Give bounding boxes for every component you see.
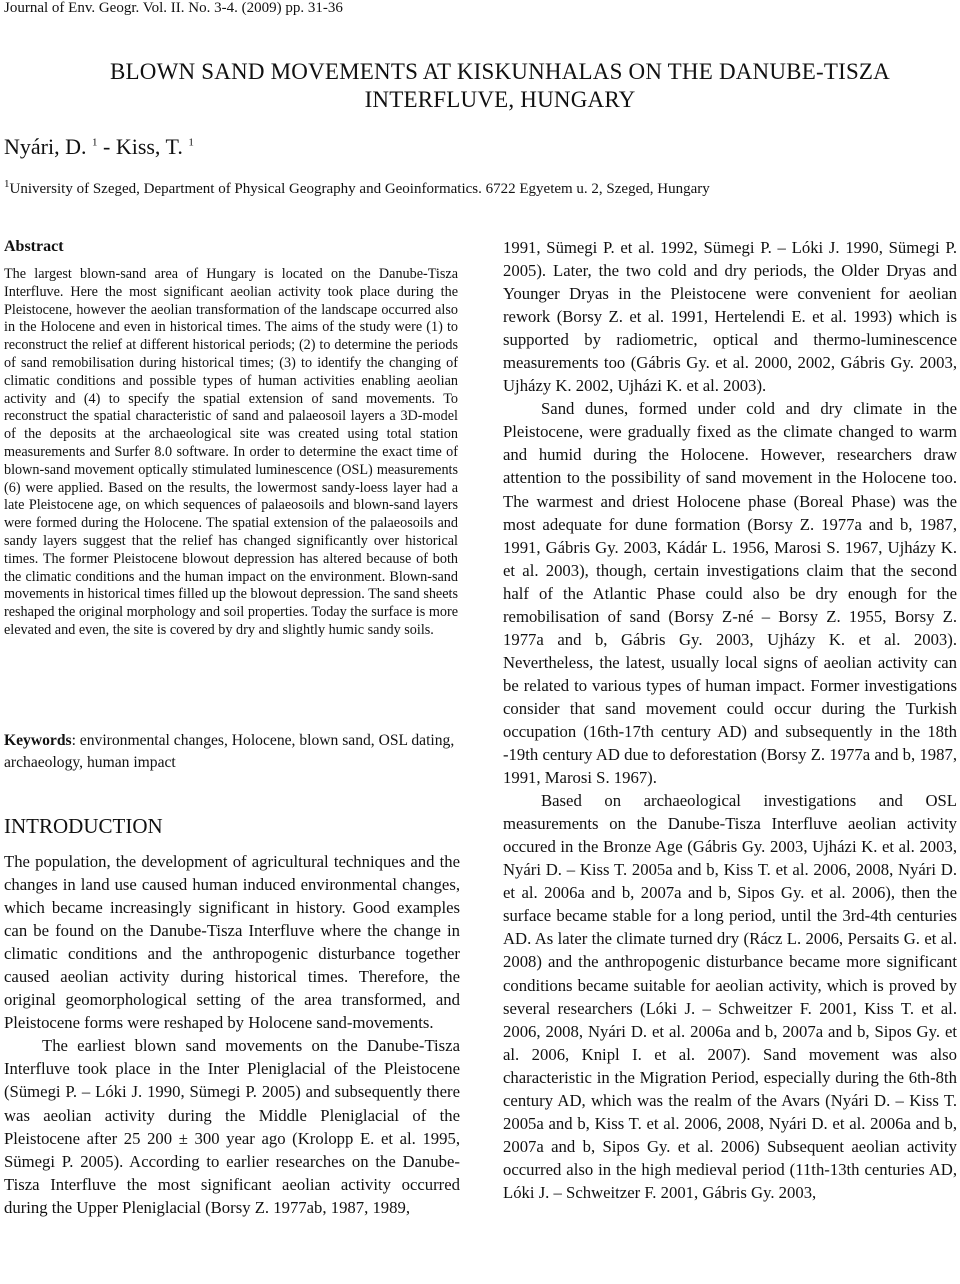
keywords-text: : environmental changes, Holocene, blown sand, OSL dating, archaeology, human impact bbox=[4, 732, 455, 771]
abstract-heading: Abstract bbox=[4, 238, 64, 255]
author-affiliation-mark: 1 bbox=[91, 136, 98, 149]
abstract-text: The largest blown-sand area of Hungary is located on the Danube-Tisza Interfluve. Here the most significant aeolian activity took place during the Pleistocene, however the aeolian transformation of the landscape occurred also in the Holocene and even in historical times. The aims of the study were (1) to reconstruct the relief at different historical periods; (2) to determine the periods of sand remobilisation during historical times; (3) to identify the changing of climatic conditions and possible types of human activities enabling aeolian activity and (4) to specify the spatial extension of sand movements. To reconstruct the spatial characteristic of sand and palaeosoil layers a 3D-model of the deposits at the archaeological site was created using total station measurements and Surfer 8.0 software. In order to determine the exact time of blown-sand movement optically stimulated luminescence (OSL) measurements (6) were applied. Based on the results, the lowermost sandy-loess layer had a late Pleistocene age, on which sequences of palaeosoils and blown-sand layers were formed during the Holocene. The spatial extension of the palaeosoils and sandy layers suggest that the relief has changed significantly over historical times. The former Pleistocene blowout depression has altered because of both the climatic conditions and the human impact on the environment. Blown-sand movements in historical times filled up the blowout depression. The sand sheets reshaped the original morphology and soil properties. Today the surface is more elevated and even, the site is covered by dry and slightly humic sandy soils. bbox=[4, 266, 458, 638]
paragraph: Sand dunes, formed under cold and dry climate in the Pleistocene, were gradually fixed as the climate changed to warm and humid during the Holocene. However, researchers draw attention to the possibility of sand movement in the Holocene too. The warmest and driest Holocene phase (Boreal Phase) was the most adequate for dune formation (Borsy Z. 1977a and b, 1987, 1991, Gábris Gy. 2003, Kádár L. 1956, Marosi S. 1967, Ujházy K. et al. 2003), though, certain investigations claim that the second half of the Atlantic Phase could also be dry enough for the remobilisation of sand (Borsy Z-né – Borsy Z. 1955, Borsy Z. 1977a and b, Gábris Gy. 2003, Ujházy K. et al. 2003). Nevertheless, the latest, usually local signs of aeolian activity can be related to various types of human impact. Former investigations consider that sand movement could occur during the Turkish occupation (16th-17th century AD) and subsequently in the 18th -19th century AD due to deforestation (Borsy Z. 1977a and b, 1987, 1991, Marosi S. 1967). bbox=[503, 399, 957, 788]
introduction-heading: INTRODUCTION bbox=[4, 814, 163, 838]
introduction-body bbox=[4, 850, 460, 1219]
journal-header: Journal of Env. Geogr. Vol. II. No. 3-4. (2009) pp. 31-36 bbox=[4, 0, 343, 16]
paper-title: BLOWN SAND MOVEMENTS AT KISKUNHALAS ON THE DANUBE-TISZA INTERFLUVE, HUNGARY bbox=[109, 59, 890, 112]
affiliation-text: University of Szeged, Department of Physical Geography and Geoinformatics. 6722 Egyetem u. 2, Szeged, Hungary bbox=[9, 181, 710, 197]
author-name: Nyári, D. bbox=[4, 134, 87, 159]
author-affiliation-mark: 1 bbox=[188, 136, 194, 149]
keywords-label: Keywords bbox=[4, 732, 72, 749]
paragraph: 1991, Sümegi P. et al. 1992, Sümegi P. – Lóki J. 1990, Sümegi P. 2005). Later, the two cold and dry periods, the Older Dryas and Younger Dryas in the Pleistocene were convenient for aeolian rework (Borsy Z. et al. 1991, Hertelendi E. et al. 1993) which is supported by radiometric, optical and thermo-luminescence measurements too (Gábris Gy. et al. 2000, 2002, Gábris Gy. 2003, Ujházy K. 2002, Ujházi K. et al. 2003). bbox=[503, 238, 957, 396]
affiliation-mark: 1 bbox=[4, 178, 10, 190]
affiliation bbox=[4, 178, 710, 198]
keywords bbox=[4, 730, 458, 774]
author-line bbox=[4, 134, 194, 160]
paragraph: The earliest blown sand movements on the Danube-Tisza Interfluve took place in the Inter Pleniglacial of the Pleistocene (Sümegi P. – Lóki J. 1990, Sümegi P. 2005) and subsequently there was aeolian activity during the Middle Pleniglacial of the Pleistocene after 25 200 ± 300 year ago (Krolopp E. et al. 1995, Sümegi P. 2005). According to earlier researches on the Danube-Tisza Interfluve the most significant aeolian activity occurred during the Upper Pleniglacial (Borsy Z. 1977ab, 1987, 1989, bbox=[4, 1036, 460, 1217]
paragraph: Based on archaeological investigations and OSL measurements on the Danube-Tisza Interfluve aeolian activity occured in the Bronze Age (Gábris Gy. 2003, Ujházi K. et al. 2003, Nyári D. – Kiss T. 2005a and b, Kiss T. et al. 2006, 2008, Nyári D. et al. 2006a and b, 2007a and b, Sipos Gy. et al. 2006), then the surface became stable for a long period, until the 3rd-4th centuries AD. As later the climate turned dry (Rácz L. 2006, Persaits G. et al. 2008) and the anthropogenic disturbance became more significant conditions became suitable for aeolian activity, which is proved by several researchers (Lóki J. – Schweitzer F. 2001, Kiss T. et al. 2006, 2008, Nyári D. et al. 2006a and b, 2007a and b, Sipos Gy. et al. 2006, Knipl I. et al. 2007). Sand movement was also characteristic in the Migration Period, especially during the 6th-8th century AD, which was the realm of the Avars (Nyári D. – Kiss T. 2005a and b, Kiss T. et al. 2006, 2008, Nyári D. et al. 2006a and b, 2007a and b, Sipos Gy. et al. 2006) Subsequent aeolian activity occurred also in the high medieval period (11th-13th centuries AD, Lóki J. – Schweitzer F. 2001, Gábris Gy. 2003, bbox=[503, 791, 957, 1202]
author-name: Kiss, T. bbox=[115, 134, 183, 159]
right-column bbox=[503, 236, 957, 1204]
paragraph: The population, the development of agricultural techniques and the changes in land use caused human induced environmental changes, which became increasingly significant in history. Good examples can be found on the Danube-Tisza Interfluve where the change in climatic conditions and the anthropogenic disturbance together caused aeolian activity during historical times. Therefore, the original geomorphological setting of the area transformed, and Pleistocene forms were reshaped by Holocene sand-movements. bbox=[4, 852, 460, 1033]
author-separator: - bbox=[102, 134, 116, 159]
